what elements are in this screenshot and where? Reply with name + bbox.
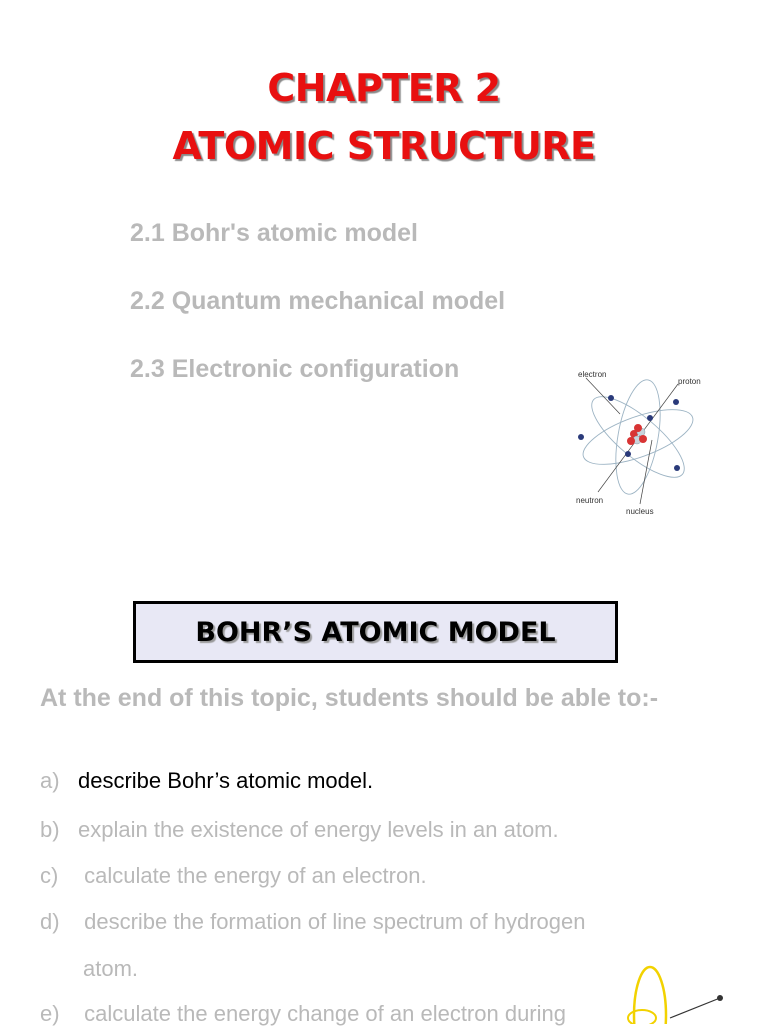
section-heading-box [133, 601, 618, 663]
objective-text: calculate the energy of an electron. [78, 863, 427, 888]
orbit-ring-icon [628, 1010, 656, 1024]
nucleus-pointer-line [640, 440, 652, 504]
objective-e [40, 1001, 566, 1027]
objective-a [40, 768, 373, 794]
objective-text: explain the existence of energy levels in an atom. [78, 817, 559, 842]
proton-label: proton [678, 377, 701, 386]
objective-d [40, 909, 586, 935]
objective-d-continuation [83, 956, 138, 982]
objective-text: describe the formation of line spectrum of hydrogen [78, 909, 586, 934]
chapter-subtitle: ATOMIC STRUCTURE [172, 124, 596, 168]
neutron-label: neutron [576, 496, 604, 505]
nucleus-label: nucleus [626, 507, 654, 516]
objective-marker: c) [40, 863, 59, 888]
objective-text: atom. [83, 956, 139, 981]
electron-pointer-line [586, 378, 620, 414]
orbit-ring-icon [634, 967, 666, 1024]
objective-marker: a) [40, 768, 60, 793]
nucleus [627, 424, 647, 445]
orbit-line [670, 998, 720, 1018]
objective-marker: d) [40, 909, 60, 934]
electron-label: electron [578, 370, 607, 379]
learning-outcomes-intro: At the end of this topic, students should be able to:- [40, 684, 659, 712]
toc-item-quantum-model: 2.2 Quantum mechanical model [130, 287, 506, 315]
chapter-title: CHAPTER 2 [267, 66, 501, 110]
toc-item-electronic-configuration: 2.3 Electronic configuration [130, 355, 460, 383]
objective-marker: b) [40, 817, 60, 842]
atom-diagram [570, 364, 720, 520]
objective-text: calculate the energy change of an electron during [78, 1001, 566, 1026]
objective-text: describe Bohr’s atomic model. [78, 768, 374, 793]
objective-marker: e) [40, 1001, 60, 1026]
objective-c [40, 863, 427, 889]
toc-item-bohr-model: 2.1 Bohr's atomic model [130, 219, 418, 247]
objective-b [40, 817, 559, 843]
section-heading: BOHR’S ATOMIC MODEL [195, 616, 556, 648]
atom-orbit-decoration [570, 960, 768, 1024]
electron-dot-icon [717, 995, 723, 1001]
